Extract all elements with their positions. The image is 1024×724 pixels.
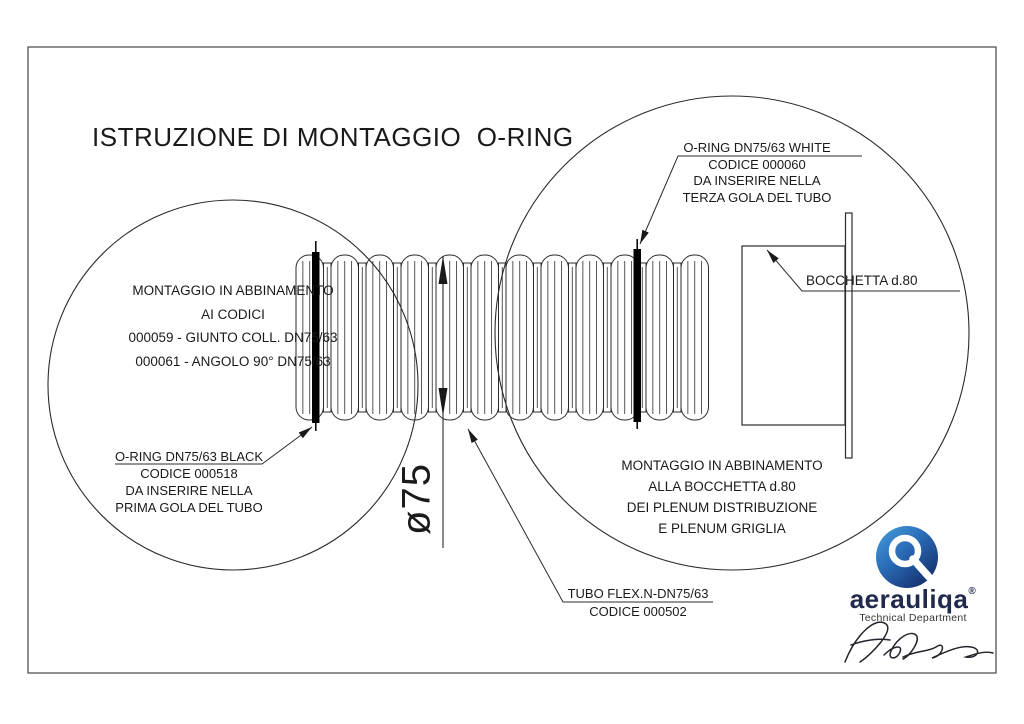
brand-name: aerauliqa bbox=[849, 584, 969, 614]
note-line: MONTAGGIO IN ABBINAMENTO bbox=[132, 283, 334, 298]
label-line: TUBO FLEX.N-DN75/63 bbox=[567, 586, 709, 601]
oring-white-label bbox=[683, 140, 832, 206]
registered-mark: ® bbox=[968, 586, 977, 597]
label-line: TERZA GOLA DEL TUBO bbox=[682, 189, 832, 205]
note-line: MONTAGGIO IN ABBINAMENTO bbox=[621, 458, 823, 473]
label-line: CODICE 000518 bbox=[140, 466, 238, 481]
note-line: DEI PLENUM DISTRIBUZIONE bbox=[626, 500, 818, 515]
note-line: 000061 - ANGOLO 90° DN75/63 bbox=[135, 353, 331, 369]
label-line: O-RING DN75/63 WHITE bbox=[683, 140, 831, 155]
left-circle-note bbox=[128, 279, 337, 373]
aerauliqa-logo-icon bbox=[876, 526, 938, 588]
label-line: PRIMA GOLA DEL TUBO bbox=[115, 500, 263, 515]
label-line: DA INSERIRE NELLA bbox=[693, 173, 821, 188]
label-line: DA INSERIRE NELLA bbox=[125, 483, 253, 498]
tubo-flex-label bbox=[568, 585, 709, 620]
label-line: CODICE 000060 bbox=[708, 156, 806, 172]
label-line: O-RING DN75/63 BLACK bbox=[114, 449, 264, 464]
note-line: AI CODICI bbox=[201, 306, 265, 322]
right-circle-note bbox=[621, 455, 822, 539]
page-title: ISTRUZIONE DI MONTAGGIO O-RING bbox=[92, 122, 574, 152]
brand-wordmark bbox=[850, 584, 977, 615]
oring-black-label bbox=[115, 448, 263, 516]
diameter-dimension-text: ø75 bbox=[394, 463, 439, 535]
flexible-tube-drawing bbox=[296, 255, 709, 420]
brand-department: Technical Department bbox=[859, 612, 967, 624]
bocchetta-fitting-drawing bbox=[742, 213, 852, 458]
note-line: ALLA BOCCHETTA d.80 bbox=[648, 479, 796, 494]
note-line: E PLENUM GRIGLIA bbox=[658, 521, 786, 536]
signature bbox=[845, 622, 993, 662]
bocchetta-label: BOCCHETTA d.80 bbox=[806, 273, 918, 288]
label-line: CODICE 000502 bbox=[589, 603, 687, 619]
oring-white-marker bbox=[634, 239, 642, 429]
note-line: 000059 - GIUNTO COLL. DN75/63 bbox=[128, 330, 338, 345]
